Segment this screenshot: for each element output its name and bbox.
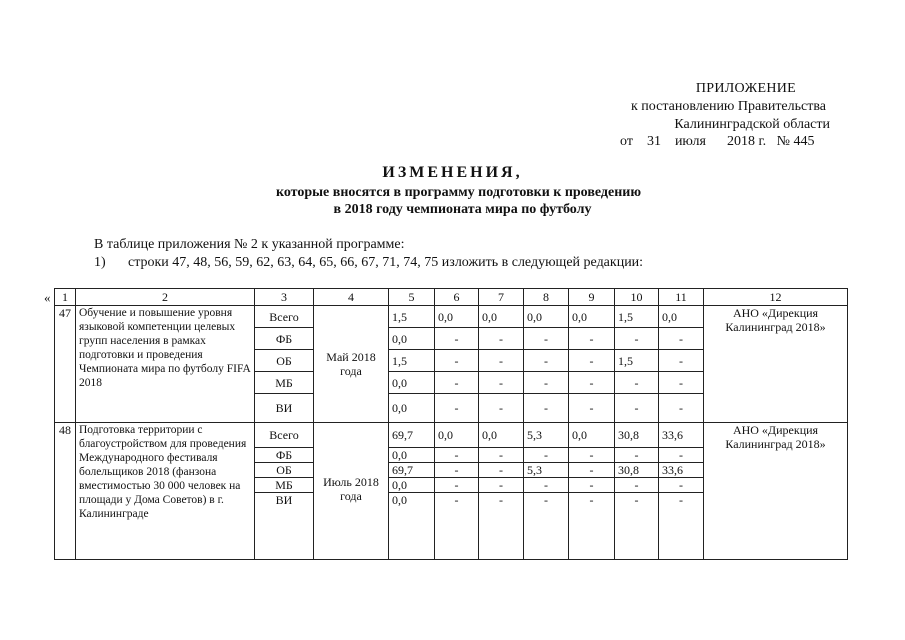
date-prefix: от xyxy=(620,134,633,149)
value-cell: - xyxy=(524,448,569,463)
date-year: 2018 г. xyxy=(726,134,767,149)
document-number: № 445 xyxy=(776,134,815,149)
header-cell: 7 xyxy=(479,289,524,306)
value-cell: - xyxy=(435,350,479,372)
appendix-line-2: Калининградской области xyxy=(674,117,830,132)
value-cell: - xyxy=(659,448,704,463)
value-cell: 33,6 xyxy=(659,463,704,478)
header-cell: 10 xyxy=(615,289,659,306)
value-cell: 0,0 xyxy=(659,306,704,328)
value-cell: - xyxy=(435,448,479,463)
header-cell: 3 xyxy=(255,289,314,306)
value-cell: 0,0 xyxy=(389,448,435,463)
value-cell: 1,5 xyxy=(615,306,659,328)
source-label: ОБ xyxy=(255,463,314,478)
value-cell: - xyxy=(659,350,704,372)
source-label: Всего xyxy=(255,306,314,328)
value-cell: - xyxy=(524,478,569,493)
value-cell: - xyxy=(569,328,615,350)
row-number: 47 xyxy=(55,306,76,423)
header-cell: 6 xyxy=(435,289,479,306)
value-cell: - xyxy=(479,448,524,463)
value-cell: - xyxy=(659,478,704,493)
value-cell: - xyxy=(524,372,569,394)
value-cell: 5,3 xyxy=(524,463,569,478)
header-cell: 12 xyxy=(704,289,848,306)
appendix-date-line xyxy=(620,133,815,151)
value-cell: - xyxy=(435,328,479,350)
value-cell: - xyxy=(479,493,524,560)
header-cell: 8 xyxy=(524,289,569,306)
value-cell: 30,8 xyxy=(615,423,659,448)
table-header-row xyxy=(55,289,848,306)
source-label: ФБ xyxy=(255,448,314,463)
intro-item-text: строки 47, 48, 56, 59, 62, 63, 64, 65, 66, 67, 71, 74, 75 изложить в следующей редакции: xyxy=(128,255,644,270)
value-cell: - xyxy=(615,478,659,493)
value-cell: 0,0 xyxy=(389,372,435,394)
value-cell: - xyxy=(569,350,615,372)
changes-table xyxy=(54,288,848,560)
intro-line: В таблице приложения № 2 к указанной программе: xyxy=(94,237,405,252)
document-subtitle-1: которые вносятся в программу подготовки к проведению xyxy=(275,185,642,200)
source-label: ОБ xyxy=(255,350,314,372)
value-cell: 69,7 xyxy=(389,423,435,448)
value-cell: - xyxy=(659,493,704,560)
source-label: МБ xyxy=(255,372,314,394)
header-cell: 2 xyxy=(76,289,255,306)
value-cell: 0,0 xyxy=(389,394,435,423)
table-row xyxy=(55,423,848,448)
value-cell: - xyxy=(435,478,479,493)
value-cell: - xyxy=(569,372,615,394)
value-cell: - xyxy=(659,328,704,350)
value-cell: 1,5 xyxy=(615,350,659,372)
value-cell: - xyxy=(569,448,615,463)
value-cell: - xyxy=(659,394,704,423)
value-cell: 0,0 xyxy=(435,423,479,448)
source-label: Всего xyxy=(255,423,314,448)
opening-quote-mark: « xyxy=(44,290,51,305)
value-cell: 33,6 xyxy=(659,423,704,448)
table-row xyxy=(55,306,848,328)
document-title: ИЗМЕНЕНИЯ, xyxy=(382,164,523,181)
value-cell: - xyxy=(615,493,659,560)
header-cell: 4 xyxy=(314,289,389,306)
term-cell: Май 2018 года xyxy=(314,306,389,423)
value-cell: - xyxy=(524,350,569,372)
document-subtitle-2: в 2018 году чемпионата мира по футболу xyxy=(333,202,592,217)
measure-name: Обучение и повышение уровня языковой компетенции целевых групп населения в рамках подготовки и проведения Чемпионата мира по футболу FIFA 2018 xyxy=(76,306,255,423)
value-cell: - xyxy=(569,394,615,423)
value-cell: 1,5 xyxy=(389,350,435,372)
intro-item-number: 1) xyxy=(94,255,106,270)
value-cell: 5,3 xyxy=(524,423,569,448)
measure-name: Подготовка территории с благоустройством для проведения Международного фестиваля болельщиков 2018 (фанзона вместимостью 30 000 человек на площади у Дома Советов) в г. Калининграде xyxy=(76,423,255,560)
value-cell: 0,0 xyxy=(479,306,524,328)
value-cell: - xyxy=(569,493,615,560)
value-cell: - xyxy=(479,463,524,478)
source-label: ФБ xyxy=(255,328,314,350)
source-label: МБ xyxy=(255,478,314,493)
value-cell: - xyxy=(524,493,569,560)
value-cell: - xyxy=(435,394,479,423)
value-cell: - xyxy=(524,394,569,423)
appendix-line-1: к постановлению Правительства xyxy=(630,99,826,114)
appendix-title: ПРИЛОЖЕНИЕ xyxy=(695,81,796,96)
source-label: ВИ xyxy=(255,394,314,423)
date-month: июля xyxy=(674,134,706,149)
value-cell: - xyxy=(615,372,659,394)
value-cell: - xyxy=(479,350,524,372)
value-cell: 69,7 xyxy=(389,463,435,478)
value-cell: 0,0 xyxy=(569,306,615,328)
value-cell: - xyxy=(435,463,479,478)
value-cell: - xyxy=(479,328,524,350)
value-cell: 0,0 xyxy=(435,306,479,328)
header-cell: 11 xyxy=(659,289,704,306)
date-day: 31 xyxy=(646,134,661,149)
row-number: 48 xyxy=(55,423,76,560)
value-cell: 0,0 xyxy=(389,493,435,560)
value-cell: - xyxy=(435,493,479,560)
value-cell: - xyxy=(615,394,659,423)
value-cell: 0,0 xyxy=(389,328,435,350)
value-cell: - xyxy=(435,372,479,394)
value-cell: 30,8 xyxy=(615,463,659,478)
value-cell: 0,0 xyxy=(569,423,615,448)
value-cell: 1,5 xyxy=(389,306,435,328)
value-cell: - xyxy=(569,478,615,493)
value-cell: 0,0 xyxy=(479,423,524,448)
value-cell: 0,0 xyxy=(524,306,569,328)
value-cell: - xyxy=(659,372,704,394)
header-cell: 5 xyxy=(389,289,435,306)
value-cell: - xyxy=(615,328,659,350)
value-cell: - xyxy=(524,328,569,350)
header-cell: 9 xyxy=(569,289,615,306)
organization-cell: АНО «Дирекция Калининград 2018» xyxy=(704,306,848,423)
intro-item xyxy=(94,254,643,272)
organization-cell: АНО «Дирекция Калининград 2018» xyxy=(704,423,848,560)
value-cell: 0,0 xyxy=(389,478,435,493)
term-cell: Июль 2018 года xyxy=(314,423,389,560)
value-cell: - xyxy=(479,478,524,493)
value-cell: - xyxy=(615,448,659,463)
value-cell: - xyxy=(479,372,524,394)
value-cell: - xyxy=(569,463,615,478)
header-cell: 1 xyxy=(55,289,76,306)
source-label: ВИ xyxy=(255,493,314,560)
value-cell: - xyxy=(479,394,524,423)
